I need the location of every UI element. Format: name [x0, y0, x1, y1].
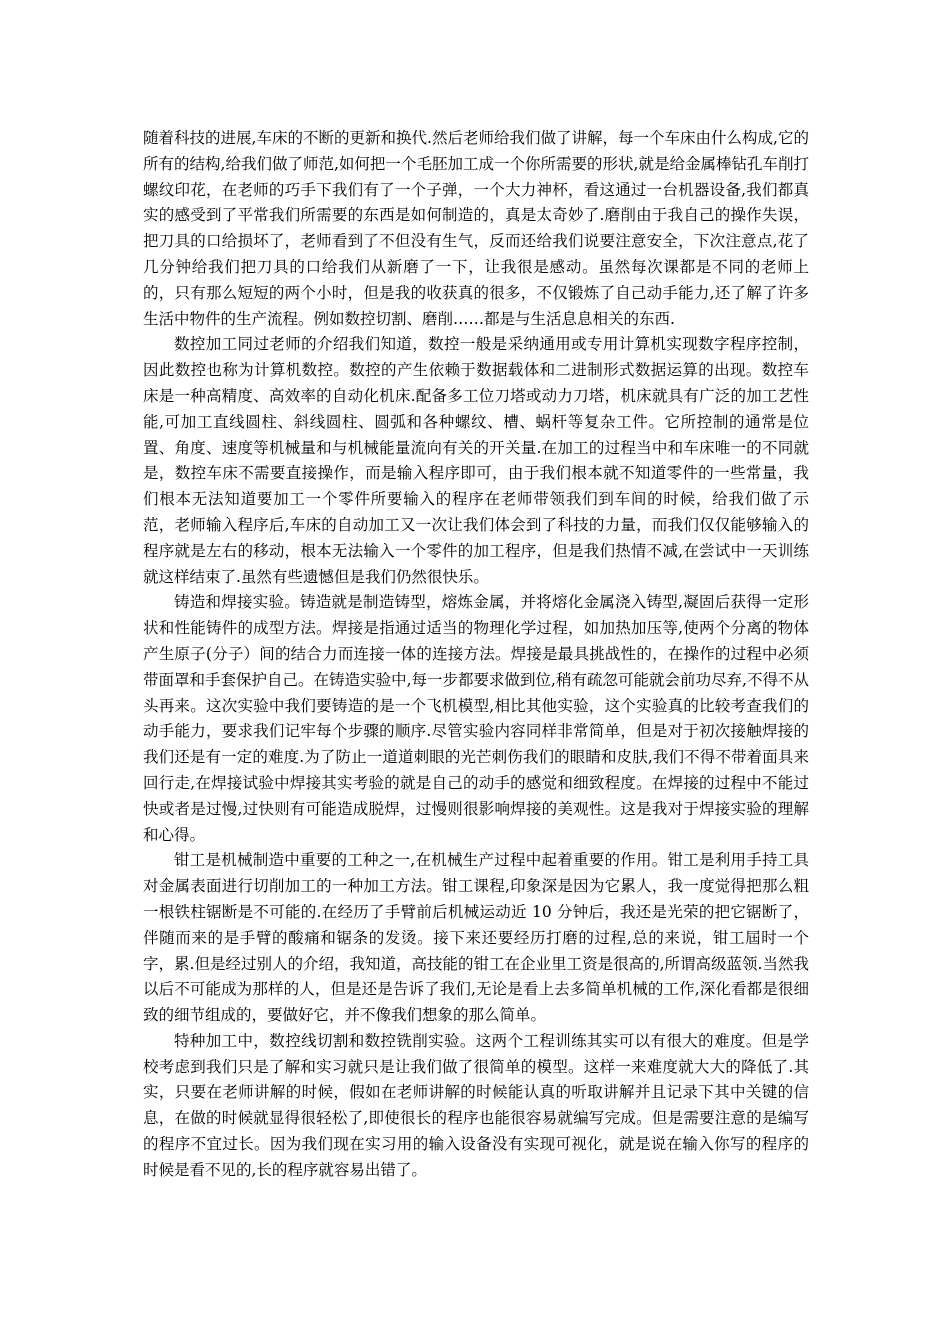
paragraph-lathe-practice: 随着科技的进展,车床的不断的更新和换代.然后老师给我们做了讲解，每一个车床由什么构成,它的所有的结构,给我们做了师范,如何把一个毛胚加工成一个你所需要的形状,就是给金属棒钻孔车削打螺纹印花，在老师的巧手下我们有了一个子弹，一个大力神杯，看这通过一台机器设备,我们都真实的感受到了平常我们所需要的东西是如何制造的，真是太奇妙了.磨削由于我自己的操作失误，把刀具的口给损坏了，老师看到了不但没有生气，反而还给我们说要注意安全，下次注意点,花了几分钟给我们把刀具的口给我们从新磨了一下，让我很是感动。虽然每次课都是不同的老师上的，只有那么短短的两个小时，但是我的收获真的很多，不仅锻炼了自己动手能力,还了解了许多生活中物件的生产流程。例如数控切割、磨削……都是与生活息息相关的东西. — [143, 129, 809, 328]
paragraph-casting-welding: 铸造和焊接实验。铸造就是制造铸型，熔炼金属，并将熔化金属浇入铸型,凝固后获得一定形状和性能铸件的成型方法。焊接是指通过适当的物理化学过程，如加热加压等,使两个分离的物体产生原子(分子）间的结合力而连接一体的连接方法。焊接是最具挑战性的，在操作的过程中必须带面罩和手套保护自己。在铸造实验中,每一步都要求做到位,稍有疏忽可能就会前功尽弃,不得不从头再来。这次实验中我们要铸造的是一个飞机模型,相比其他实验，这个实验真的比较考查我们的动手能力，要求我们记牢每个步骤的顺序.尽管实验内容同样非常简单，但是对于初次接触焊接的我们还是有一定的难度.为了防止一道道刺眼的光芒刺伤我们的眼睛和皮肤,我们不得不带着面具来回行走,在焊接试验中焊接其实考验的就是自己的动手的感觉和细致程度。在焊接的过程中不能过快或者是过慢,过快则有可能造成脱焊，过慢则很影响焊接的美观性。这是我对于焊接实验的理解和心得。 — [143, 593, 809, 844]
document-body — [143, 126, 809, 1184]
paragraph-cnc-machining: 数控加工同过老师的介绍我们知道，数控一般是采纳通用或专用计算机实现数字程序控制，因此数控也称为计算机数控。数控的产生依赖于数据载体和二进制形式数据运算的出现。数控车床是一种高精度、高效率的自动化机床.配备多工位刀塔或动力刀塔，机床就具有广泛的加工艺性能,可加工直线圆柱、斜线圆柱、圆弧和各种螺纹、槽、蜗杆等复杂工件。它所控制的通常是位置、角度、速度等机械量和与机械能量流向有关的开关量.在加工的过程当中和车床唯一的不同就是，数控车床不需要直接操作，而是输入程序即可，由于我们根本就不知道零件的一些常量，我们根本无法知道要加工一个零件所要输入的程序在老师带领我们到车间的时候，给我们做了示范，老师输入程序后,车床的自动加工又一次让我们体会到了科技的力量，而我们仅仅能够输入的程序就是左右的移动，根本无法输入一个零件的加工程序，但是我们热情不减,在尝试中一天训练就这样结束了.虽然有些遗憾但是我们仍然很快乐。 — [143, 335, 809, 586]
paragraph-fitter-work: 钳工是机械制造中重要的工种之一,在机械生产过程中起着重要的作用。钳工是利用手持工具对金属表面进行切削加工的一种加工方法。钳工课程,印象深是因为它累人，我一度觉得把那么粗一根铁柱锯断是不可能的.在经历了手臂前后机械运动近 10 分钟后，我还是光荣的把它锯断了，伴随而来的是手臂的酸痛和锯条的发烫。接下来还要经历打磨的过程,总的来说，钳工屆时一个字，累.但是经过别人的介绍，我知道，高技能的钳工在企业里工资是很高的,所谓高级蓝领.当然我以后不可能成为那样的人，但是还是告诉了我们,无论是看上去多简单机械的工作,深化看都是很细致的细节组成的，要做好它，并不像我们想象的那么简单。 — [143, 851, 809, 1025]
paragraph-special-machining: 特种加工中，数控线切割和数控铣削实验。这两个工程训练其实可以有很大的难度。但是学校考虑到我们只是了解和实习就只是让我们做了很简单的模型。这样一来难度就大大的降低了.其实，只要在老师讲解的时候，假如在老师讲解的时候能认真的听取讲解并且记录下其中关键的信息，在做的时候就显得很轻松了,即使很长的程序也能很容易就编写完成。但是需要注意的是编写的程序不宜过长。因为我们现在实习用的输入设备没有实现可视化，就是说在输入你写的程序的时候是看不见的,长的程序就容易出错了。 — [143, 1031, 809, 1179]
